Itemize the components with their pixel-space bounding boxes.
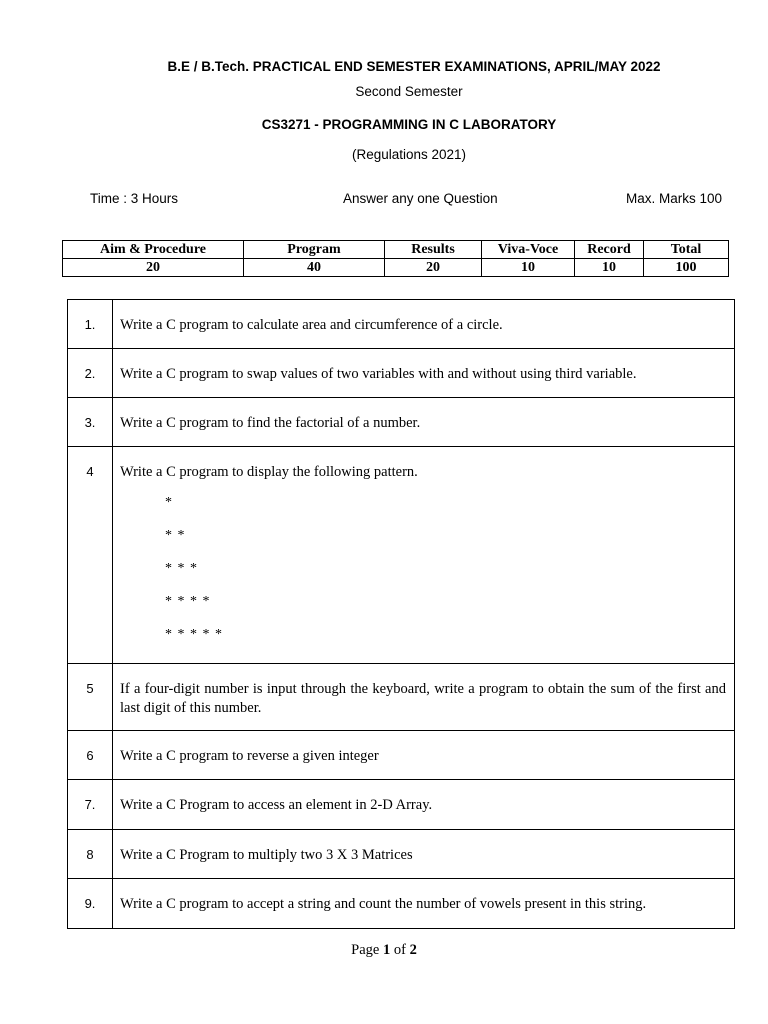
- question-row: [68, 780, 735, 830]
- marks-value-cell: 20: [63, 259, 244, 277]
- question-number: 5: [68, 664, 113, 731]
- question-cell: [113, 447, 735, 664]
- marks-value-cell: 10: [482, 259, 575, 277]
- question-text: Write a C program to reverse a given integer: [113, 731, 735, 780]
- regulations-label: (Regulations 2021): [351, 147, 467, 162]
- pattern-line: * *: [165, 528, 186, 543]
- pattern-line: * * * *: [165, 594, 211, 609]
- of-label: of: [393, 942, 406, 958]
- question-number: 3.: [68, 398, 113, 447]
- question-number: 7.: [68, 780, 113, 830]
- question-row: [68, 398, 735, 447]
- question-text: If a four-digit number is input through the keyboard, write a program to obtain the sum of the first and last digit of this number.: [113, 664, 735, 731]
- question-row: [68, 879, 735, 929]
- question-number: 6: [68, 731, 113, 780]
- question-number: 1.: [68, 300, 113, 349]
- question-number: 8: [68, 830, 113, 879]
- pattern-line: * * *: [165, 561, 198, 576]
- question-row: [68, 731, 735, 780]
- questions-table: [67, 299, 735, 929]
- current-page-number: 1: [382, 942, 391, 958]
- question-number: 9.: [68, 879, 113, 929]
- course-title: CS3271 - PROGRAMMING IN C LABORATORY: [261, 117, 557, 132]
- marks-header-cell: Program: [244, 241, 385, 259]
- exam-title: B.E / B.Tech. PRACTICAL END SEMESTER EXAMINATIONS, APRIL/MAY 2022: [167, 59, 661, 74]
- exam-instruction: Answer any one Question: [343, 191, 498, 206]
- question-row: [68, 830, 735, 879]
- marks-value-cell: 20: [385, 259, 482, 277]
- question-number: 2.: [68, 349, 113, 398]
- marks-value-row: [63, 259, 729, 277]
- pattern-line: *: [165, 495, 173, 510]
- marks-value-cell: 40: [244, 259, 385, 277]
- max-marks: Max. Marks 100: [626, 191, 723, 206]
- marks-header-cell: Record: [575, 241, 644, 259]
- question-text: Write a C program to accept a string and count the number of vowels present in this string.: [113, 879, 735, 929]
- page-label: Page: [351, 942, 380, 958]
- question-text: Write a C Program to access an element in 2-D Array.: [113, 780, 735, 830]
- question-text: Write a C Program to multiply two 3 X 3 Matrices: [113, 830, 735, 879]
- question-number: 4: [68, 447, 113, 664]
- star-pattern: [165, 493, 726, 658]
- marks-header-cell: Aim & Procedure: [63, 241, 244, 259]
- semester-label: Second Semester: [355, 84, 463, 99]
- total-pages-number: 2: [409, 942, 417, 958]
- question-text: Write a C program to calculate area and circumference of a circle.: [113, 300, 735, 349]
- question-row: [68, 447, 735, 664]
- question-text: Write a C program to find the factorial of a number.: [113, 398, 735, 447]
- question-row: [68, 664, 735, 731]
- pattern-line: * * * * *: [165, 627, 223, 642]
- marks-header-cell: Viva-Voce: [482, 241, 575, 259]
- question-text: Write a C program to swap values of two variables with and without using third variable.: [113, 349, 735, 398]
- question-row: [68, 349, 735, 398]
- question-text: Write a C program to display the following pattern.: [120, 464, 418, 480]
- question-row: [68, 300, 735, 349]
- exam-duration: Time : 3 Hours: [90, 191, 179, 206]
- marks-value-cell: 100: [644, 259, 729, 277]
- marks-header-row: [63, 241, 729, 259]
- marks-value-cell: 10: [575, 259, 644, 277]
- marks-header-cell: Results: [385, 241, 482, 259]
- marks-distribution-table: [62, 240, 729, 277]
- page-footer: [0, 942, 768, 959]
- marks-header-cell: Total: [644, 241, 729, 259]
